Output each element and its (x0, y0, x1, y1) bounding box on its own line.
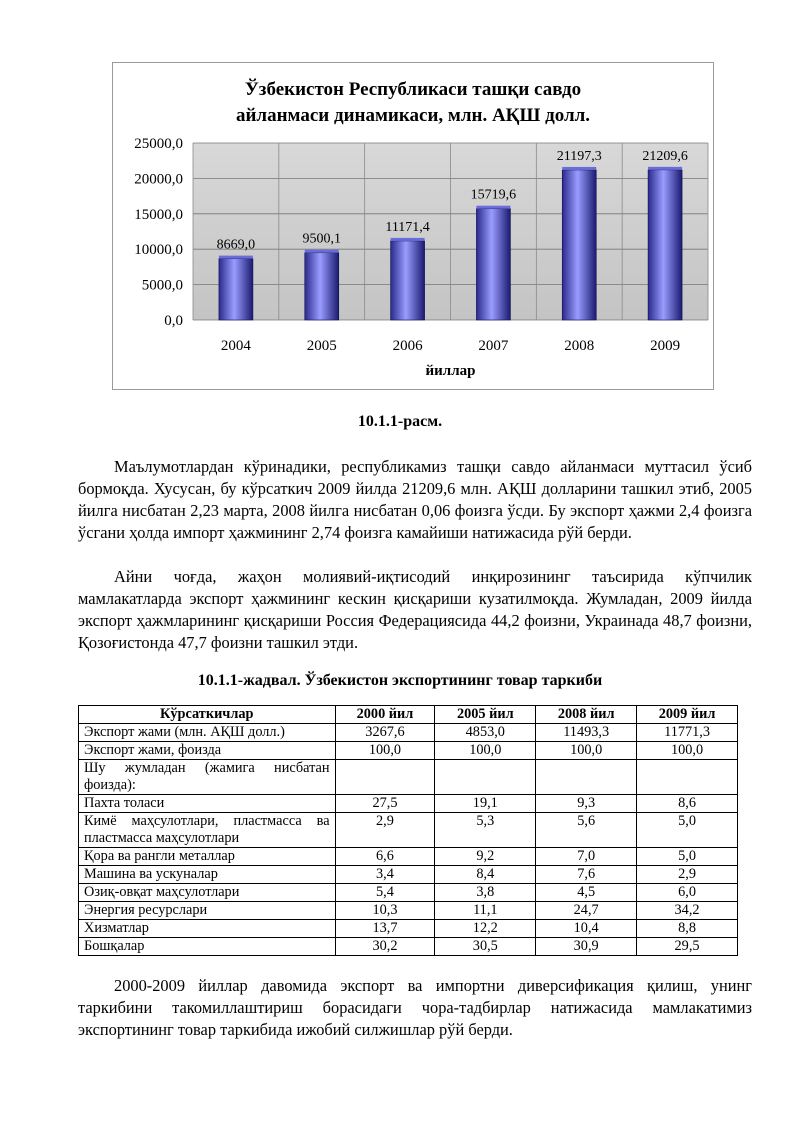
table-cell: 5,0 (637, 813, 738, 848)
table-cell: 8,4 (435, 866, 536, 884)
x-axis-label: йиллар (425, 363, 476, 379)
row-label: Пахта толаси (79, 795, 336, 813)
row-label: Қора ва рангли металлар (79, 848, 336, 866)
table-row (79, 938, 738, 956)
table-cell: 11771,3 (637, 724, 738, 742)
bar-value-label: 21209,6 (642, 148, 688, 164)
table-cell (335, 760, 435, 795)
bar (219, 259, 253, 320)
bar-value-label: 11171,4 (385, 219, 430, 235)
x-tick-label: 2007 (478, 338, 509, 354)
table-cell: 4853,0 (435, 724, 536, 742)
table-cell: 30,5 (435, 938, 536, 956)
table-cell: 2,9 (335, 813, 435, 848)
table-row (79, 760, 738, 795)
x-tick-label: 2004 (220, 338, 251, 354)
table-row (79, 848, 738, 866)
bar-top-cap (476, 206, 510, 209)
header-indicator: Кўрсаткичлар (79, 706, 336, 724)
table-row (79, 813, 738, 848)
table-cell: 5,0 (637, 848, 738, 866)
y-tick-label: 20000,0 (134, 171, 183, 188)
table-cell: 6,0 (637, 884, 738, 902)
paragraph-3: 2000-2009 йиллар давомида экспорт ва импортни диверсификация қилиш, унинг таркибини такомиллаштириш борасидаги чора-тадбирлар натижасида мамлакатимиз экспортининг товар таркибида ижобий силжишлар рўй берди. (78, 976, 752, 1039)
figure-caption: 10.1.1-расм. (357, 413, 443, 430)
table-cell: 10,4 (536, 920, 637, 938)
table-row (79, 724, 738, 742)
export-structure-table (78, 705, 738, 956)
bar-top-cap (562, 167, 596, 170)
x-tick-label: 2005 (306, 338, 337, 354)
y-tick-label: 25000,0 (134, 136, 183, 152)
x-tick-label: 2009 (650, 338, 681, 354)
chart-title-line-1: Ўзбекистон Республикаси ташқи савдо (244, 79, 582, 100)
table-cell: 5,4 (335, 884, 435, 902)
table-cell: 11,1 (435, 902, 536, 920)
bar-value-label: 21197,3 (556, 148, 602, 164)
table-cell (637, 760, 738, 795)
bar-value-label: 9500,1 (302, 231, 341, 247)
table-cell: 3,8 (435, 884, 536, 902)
y-tick-label: 0,0 (164, 313, 183, 329)
table-title: 10.1.1-жадвал. Ўзбекистон экспортининг товар таркиби (197, 672, 603, 689)
table-cell: 19,1 (435, 795, 536, 813)
row-label: Экспорт жами (млн. АҚШ долл.) (79, 724, 336, 742)
bar-chart (113, 63, 713, 389)
table-cell: 30,2 (335, 938, 435, 956)
table-cell: 100,0 (637, 742, 738, 760)
table-cell: 29,5 (637, 938, 738, 956)
row-label: Бошқалар (79, 938, 336, 956)
header-2000: 2000 йил (335, 706, 435, 724)
bar-value-label: 8669,0 (216, 237, 256, 253)
bar-top-cap (305, 250, 339, 253)
table-row (79, 795, 738, 813)
row-label: Шу жумладан (жамига нисбатан фоизда): (79, 760, 336, 795)
table-cell: 24,7 (536, 902, 637, 920)
table-cell: 2,9 (637, 866, 738, 884)
bar-top-cap (391, 238, 425, 241)
table-body (79, 724, 738, 956)
bar (305, 253, 339, 320)
bar (562, 170, 596, 320)
bar (391, 241, 425, 320)
table-row (79, 920, 738, 938)
table-cell: 3,4 (335, 866, 435, 884)
bar-top-cap (219, 256, 253, 259)
bar-top-cap (648, 167, 682, 170)
table-row (79, 866, 738, 884)
table-row (79, 902, 738, 920)
table-cell: 30,9 (536, 938, 637, 956)
header-2009: 2009 йил (637, 706, 738, 724)
header-2005: 2005 йил (435, 706, 536, 724)
table-cell: 100,0 (335, 742, 435, 760)
row-label: Хизматлар (79, 920, 336, 938)
table-cell: 8,6 (637, 795, 738, 813)
row-label: Озиқ-овқат маҳсулотлари (79, 884, 336, 902)
table-row (79, 742, 738, 760)
table-cell: 10,3 (335, 902, 435, 920)
table-cell: 5,3 (435, 813, 536, 848)
table-cell: 100,0 (536, 742, 637, 760)
row-label: Кимё маҳсулотлари, пластмасса ва пластмасса маҳсулотлари (79, 813, 336, 848)
table-cell: 11493,3 (536, 724, 637, 742)
x-tick-label: 2008 (564, 338, 595, 354)
table-cell: 8,8 (637, 920, 738, 938)
y-tick-label: 10000,0 (134, 242, 183, 259)
table-cell: 4,5 (536, 884, 637, 902)
table-cell: 100,0 (435, 742, 536, 760)
table-cell: 5,6 (536, 813, 637, 848)
bar-value-label: 15719,6 (470, 187, 517, 203)
table-cell: 6,6 (335, 848, 435, 866)
row-label: Экспорт жами, фоизда (79, 742, 336, 760)
table-cell: 3267,6 (335, 724, 435, 742)
chart-title-line-2: айланмаси динамикаси, млн. АҚШ долл. (235, 105, 591, 126)
table-header-row (79, 706, 738, 724)
bar (648, 170, 682, 320)
table-cell: 9,3 (536, 795, 637, 813)
chart-container (112, 62, 714, 390)
table-cell: 13,7 (335, 920, 435, 938)
table-cell: 7,6 (536, 866, 637, 884)
bar (476, 209, 510, 320)
row-label: Энергия ресурслари (79, 902, 336, 920)
table-cell (435, 760, 536, 795)
header-2008: 2008 йил (536, 706, 637, 724)
table-cell: 7,0 (536, 848, 637, 866)
paragraph-2: Айни чоғда, жаҳон молиявий-иқтисодий инқирозининг таъсирида кўпчилик мамлакатларда экспорт ҳажмининг кескин қисқариши кузатилмоқда. Жумладан, 2009 йилда экспорт ҳажмларининг қисқариши Россия Федерациясида 44,2 фоизни, Украинада 48,7 фоизни, Қозоғистонда 47,7 фоизни ташкил этди. (78, 567, 752, 652)
row-label: Машина ва ускуналар (79, 866, 336, 884)
table-cell: 34,2 (637, 902, 738, 920)
paragraph-1: Маълумотлардан кўринадики, республикамиз ташқи савдо айланмаси муттасил ўсиб бормоқда. Хусусан, бу кўрсаткич 2009 йилда 21209,6 млн. АҚШ долларини ташкил этиб, 2005 йилга нисбатан 2,23 марта, 2008 йилга нисбатан 0,06 фоизга ўсди. Бу экспорт ҳажми 2,4 фоизга ўсгани ҳолда импорт ҳажмининг 2,74 фоизга камайиши натижасида рўй берди. (78, 457, 752, 542)
table-cell (536, 760, 637, 795)
y-tick-label: 15000,0 (134, 206, 183, 223)
table-cell: 12,2 (435, 920, 536, 938)
table-row (79, 884, 738, 902)
table-cell: 27,5 (335, 795, 435, 813)
x-tick-label: 2006 (392, 338, 423, 354)
table-cell: 9,2 (435, 848, 536, 866)
y-tick-label: 5000,0 (141, 277, 183, 294)
